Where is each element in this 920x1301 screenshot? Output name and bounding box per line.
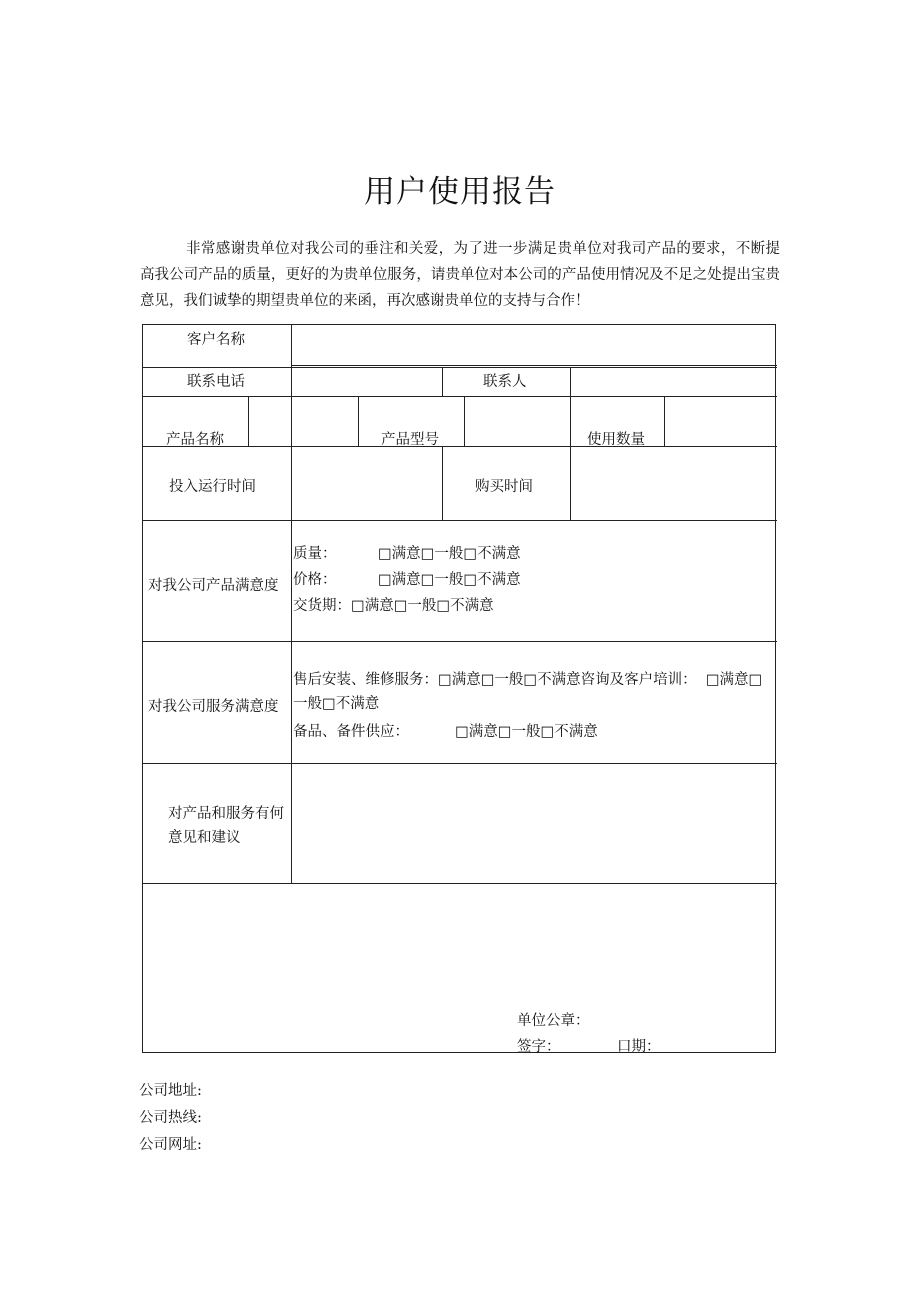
divider <box>464 396 465 446</box>
run-time-label: 投入运行时间 <box>169 479 256 495</box>
suggestion-label: 对产品和服务有何意见和建议 <box>168 806 284 846</box>
run-time-field[interactable] <box>293 448 441 519</box>
divider <box>143 520 777 521</box>
divider <box>570 446 571 520</box>
contact-label: 联系人 <box>483 374 527 390</box>
intro-paragraph: 非常感谢贵单位对我公司的垂注和关爱，为了进一步满足贵单位对我司产品的要求，不断提高我公司产品的质量，更好的为贵单位服务，请贵单位对本公司的产品使用情况及不足之处提出宝贵意见，我们诚挚的期望贵单位的来函，再次感谢贵单位的支持与合作！ <box>140 241 780 309</box>
product-satisfaction-label: 对我公司产品满意度 <box>148 578 279 594</box>
divider <box>358 396 359 446</box>
quantity-field[interactable] <box>666 398 775 445</box>
divider <box>143 763 777 764</box>
quality-rating[interactable]: 质量： □满意□一般□不满意 <box>293 546 521 562</box>
divider <box>143 367 777 368</box>
quantity-label: 使用数量 <box>587 432 645 448</box>
product-model-field[interactable] <box>466 398 569 445</box>
divider <box>143 396 777 397</box>
divider <box>570 396 571 446</box>
divider <box>291 446 292 883</box>
product-name-field[interactable] <box>250 398 357 445</box>
divider <box>664 396 665 446</box>
spare-parts-rating[interactable]: 备品、备件供应： □满意□一般□不满意 <box>293 724 598 740</box>
contact-field[interactable] <box>572 369 775 395</box>
company-website-label: 公司网址: <box>139 1137 202 1153</box>
divider <box>291 365 777 366</box>
customer-name-label: 客户名称 <box>187 332 245 348</box>
divider <box>143 883 777 884</box>
phone-field[interactable] <box>293 369 441 395</box>
page-title: 用户使用报告 <box>364 174 556 210</box>
company-address-label: 公司地址: <box>139 1083 202 1099</box>
divider <box>442 367 443 396</box>
service-satisfaction-label: 对我公司服务满意度 <box>148 699 279 715</box>
divider <box>143 641 777 642</box>
divider <box>570 367 571 396</box>
purchase-time-field[interactable] <box>572 448 775 519</box>
suggestion-field[interactable] <box>293 765 775 882</box>
company-hotline-label: 公司热线: <box>139 1110 202 1126</box>
product-model-label: 产品型号 <box>381 432 439 448</box>
sign-label: 签字： <box>517 1039 561 1055</box>
divider <box>442 446 443 520</box>
service-training-rating[interactable]: 售后安装、维修服务：□满意□一般□不满意咨询及客户培训： □满意□一般□不满意 <box>293 672 763 712</box>
price-rating[interactable]: 价格： □满意□一般□不满意 <box>293 572 521 588</box>
divider <box>143 446 777 447</box>
date-label: 口期： <box>617 1039 661 1055</box>
seal-label: 单位公章： <box>517 1013 590 1029</box>
purchase-time-label: 购买时间 <box>475 479 533 495</box>
delivery-rating[interactable]: 交货期：□满意□一般□不满意 <box>293 598 494 614</box>
divider <box>248 396 249 446</box>
feedback-form <box>142 324 776 1053</box>
customer-name-field[interactable] <box>293 327 775 363</box>
phone-label: 联系电话 <box>187 374 245 390</box>
product-name-label: 产品名称 <box>166 432 224 448</box>
